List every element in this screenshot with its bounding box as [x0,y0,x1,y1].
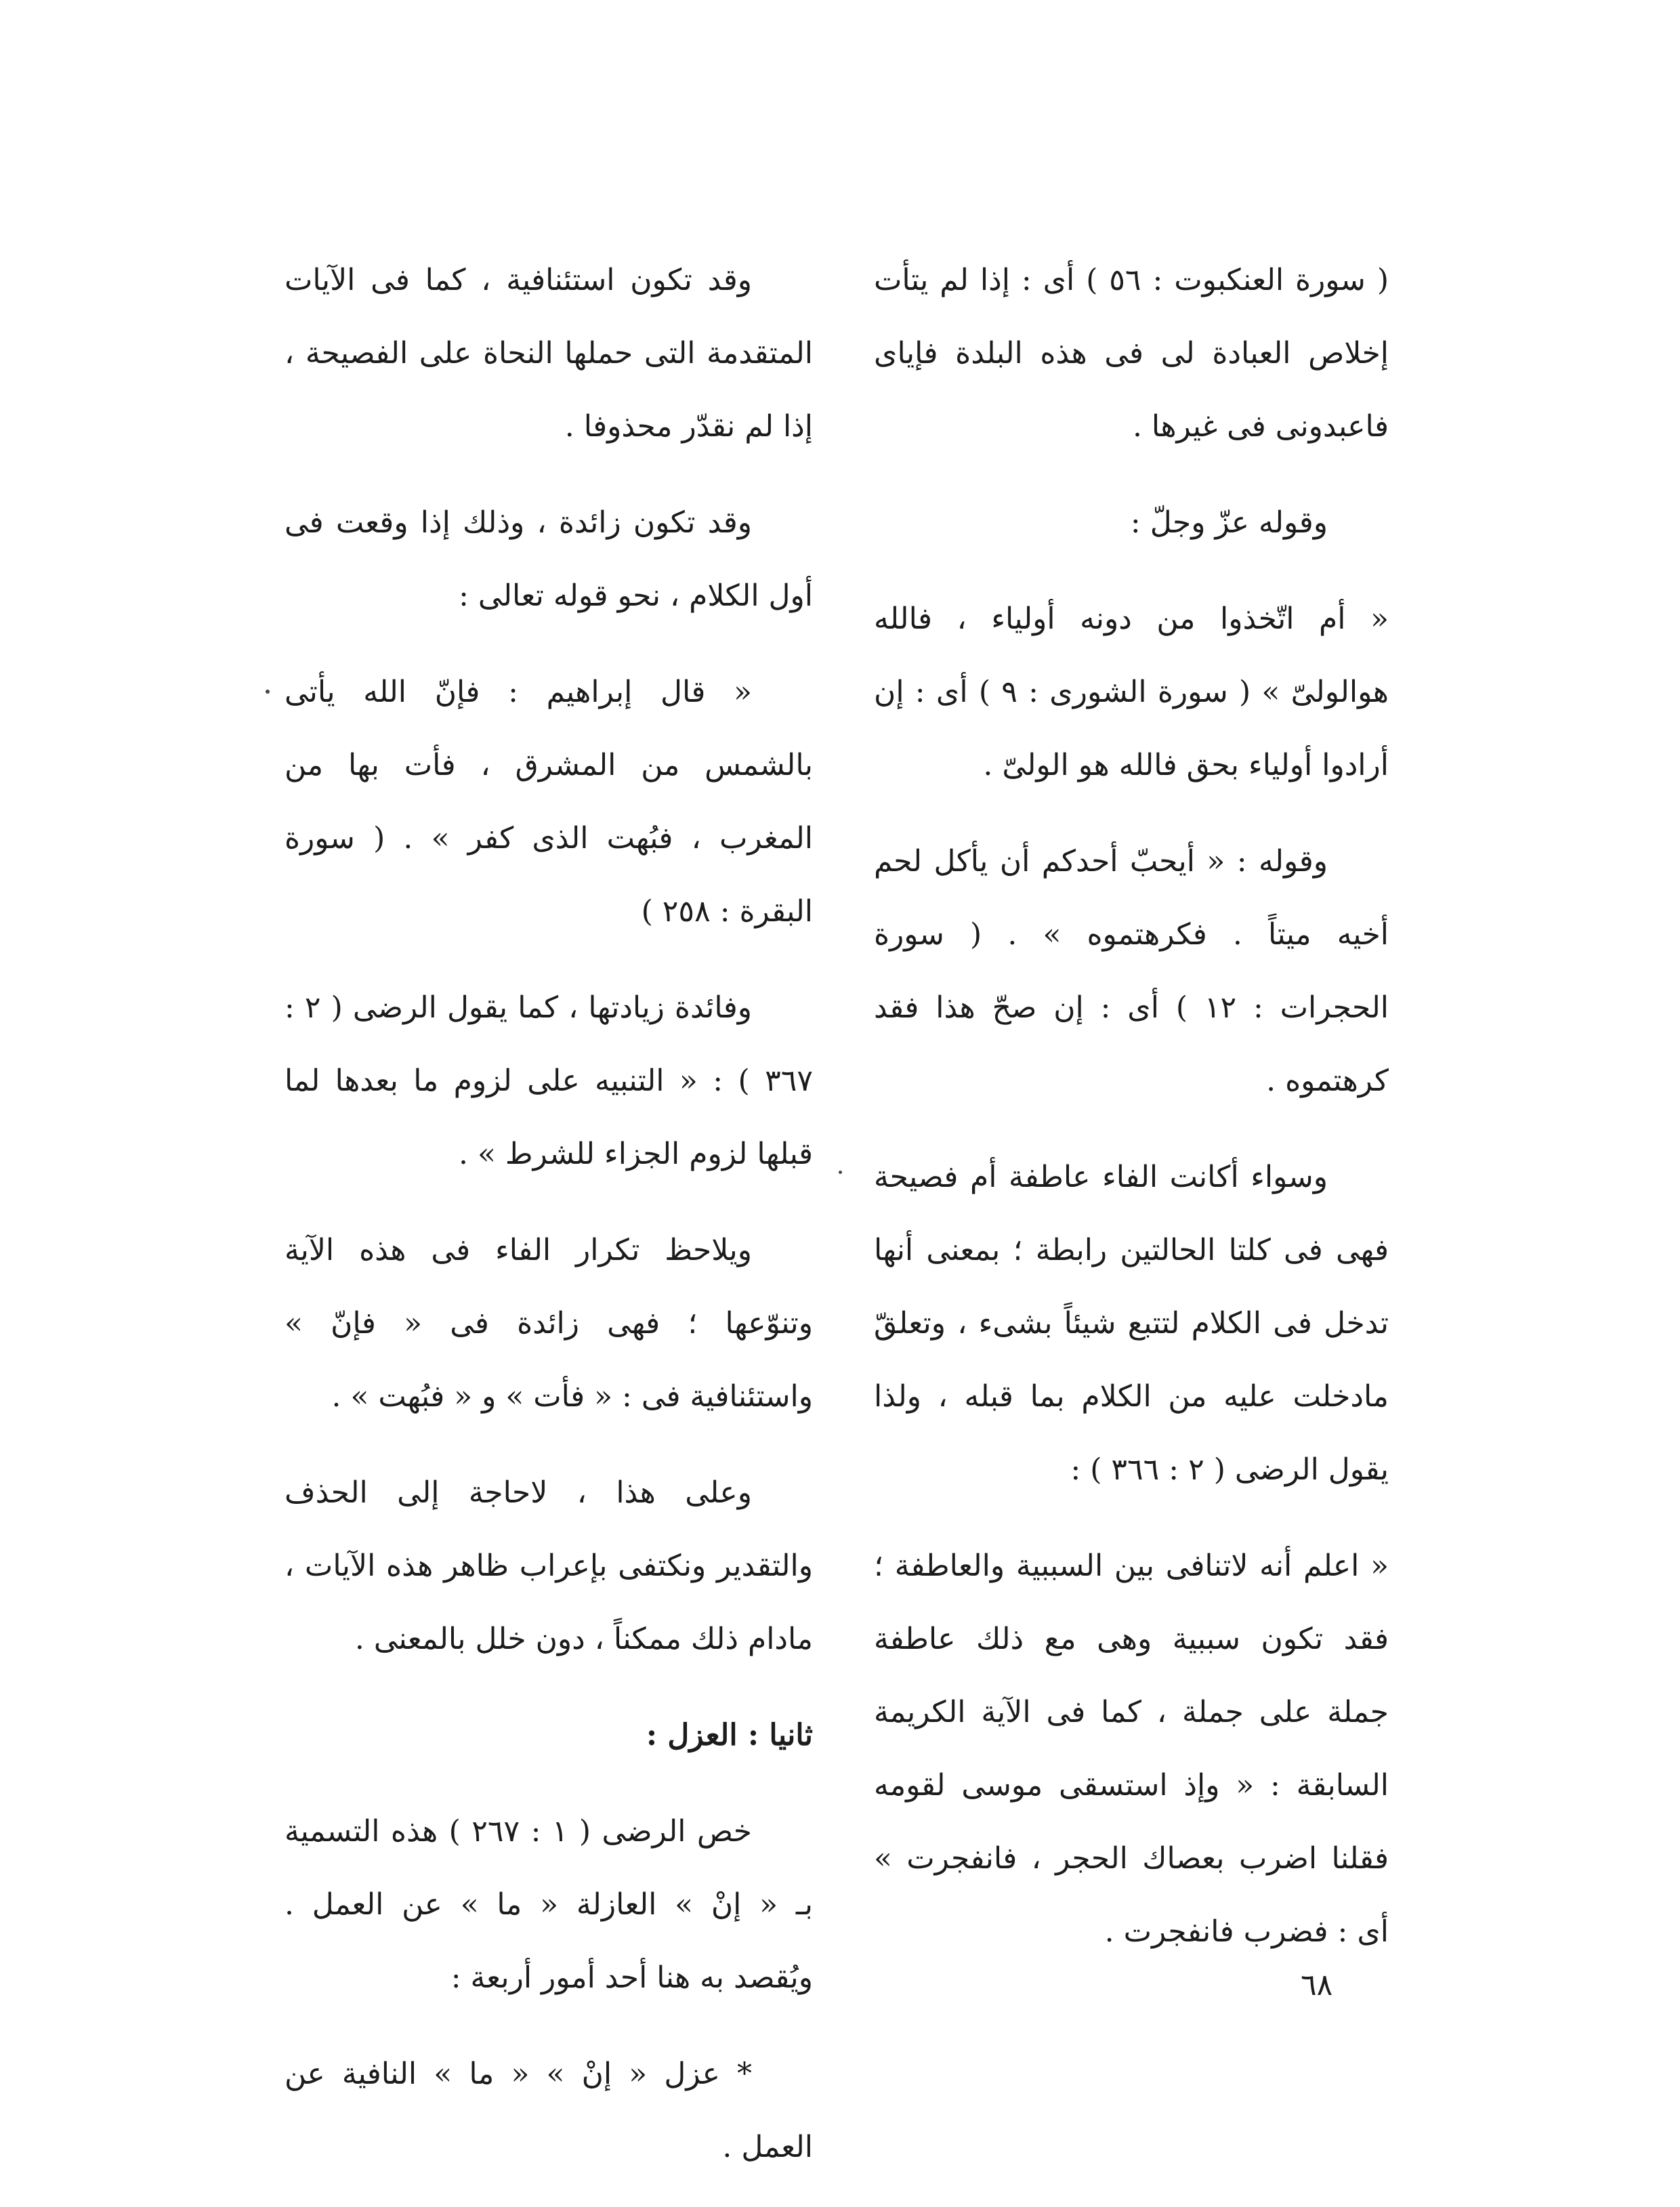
paragraph: وفائدة زيادتها ، كما يقول الرضى ( ٢ : ٣٦٧ ) : « التنبيه على لزوم ما بعدها لما قبلها لزوم الجزاء للشرط » . [285,990,813,1171]
paragraph: وقد تكون استئنافية ، كما فى الآيات المتقدمة التى حملها النحاة على الفصيحة ، إذا لم نقدّر محذوفا . [285,263,813,444]
page-number: ٦٨ [1301,1968,1333,2002]
paragraph: « قال إبراهيم : فإنّ الله يأتى بالشمس من المشرق ، فأت بها من المغرب ، فبُهت الذى كفر » . ( سورة البقرة : ٢٥٨ ) [285,675,813,929]
paragraph: وقوله عزّ وجلّ : [1130,505,1328,540]
right-column [874,244,1389,1992]
paragraph: ( سورة العنكبوت : ٥٦ ) أى : إذا لم يتأت إخلاص العبادة لى فى هذه البلدة فإياى فاعبدونى فى غيرها . [874,263,1389,444]
paragraph: « أم اتّخذوا من دونه أولياء ، فالله هوالولىّ » ( سورة الشورى : ٩ ) أى : إن أرادوا أولياء بحق فالله هو الولىّ . [874,602,1389,782]
paragraph: * عزل « إنْ » « ما » النافية عن العمل . [285,2057,813,2164]
paragraph: وسواء أكانت الفاء عاطفة أم فصيحة فهى فى كلتا الحالتين رابطة ؛ بمعنى أنها تدخل فى الكلام لتتبع شيئاً بشىء ، وتعلقّ مادخلت عليه من الكلام بما قبله ، ولذا يقول الرضى ( ٢ : ٣٦٦ ) : [874,1160,1389,1487]
paragraph: وعلى هذا ، لاحاجة إلى الحذف والتقدير ونكتفى بإعراب ظاهر هذه الآيات ، مادام ذلك ممكناً ، دون خلل بالمعنى . [285,1475,813,1656]
paragraph: خص الرضى ( ١ : ٢٦٧ ) هذه التسمية بـ « إنْ » العازلة « ما » عن العمل . ويُقصد به هنا أحد أمور أربعة : [285,1814,813,1995]
scan-speck [266,690,270,694]
left-column [285,244,813,2207]
scan-speck [839,1171,842,1174]
paragraph: وقد تكون زائدة ، وذلك إذا وقعت فى أول الكلام ، نحو قوله تعالى : [285,505,813,613]
paragraph: وقوله : « أيحبّ أحدكم أن يأكل لحم أخيه ميتاً . فكرهتموه » . ( سورة الحجرات : ١٢ ) أى : إن صحّ هذا فقد كرهتموه . [874,844,1389,1098]
paragraph: ويلاحظ تكرار الفاء فى هذه الآية وتنوّعها ؛ فهى زائدة فى « فإنّ » واستئنافية فى : « فأت » و « فبُهت » . [285,1233,813,1414]
paragraph: « اعلم أنه لاتنافى بين السببية والعاطفة ؛ فقد تكون سببية وهى مع ذلك عاطفة جملة على جملة ، كما فى الآية الكريمة السابقة : « وإذ استسقى موسى لقومه فقلنا اضرب بعصاك الحجر ، فانفجرت » أى : فضرب فانفجرت . [874,1549,1389,1949]
section-heading: ثانيا : العزل : [646,1718,813,1752]
